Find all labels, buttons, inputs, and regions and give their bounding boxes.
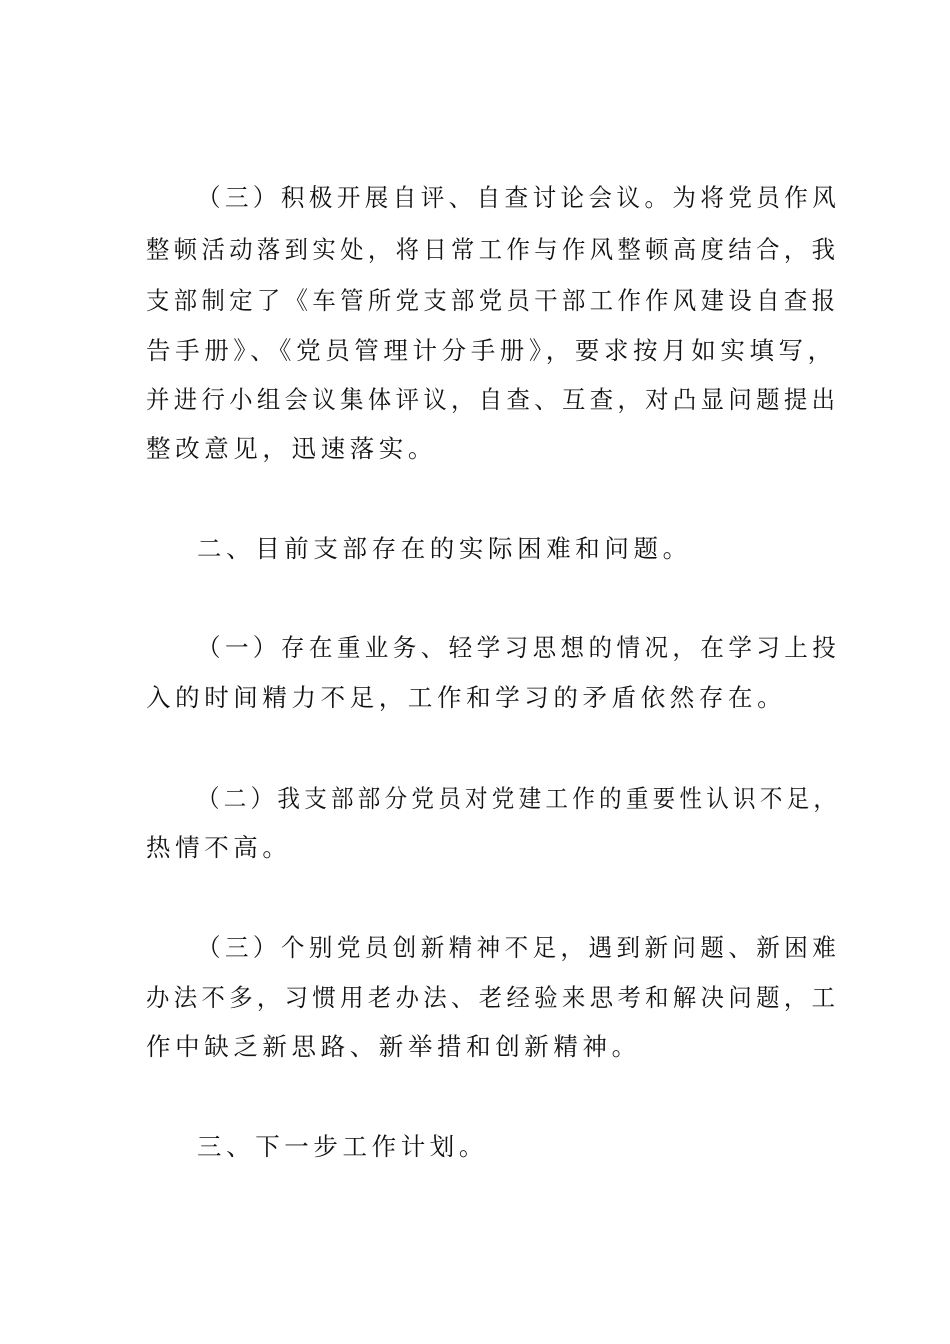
text-line: 整改意见，迅速落实。	[146, 434, 437, 463]
text-line: （三）积极开展自评、自查讨论会议。为将党员作风	[197, 183, 841, 212]
text-line: 入的时间精力不足，工作和学习的矛盾依然存在。	[146, 683, 787, 712]
text-line: 作中缺乏新思路、新举措和创新精神。	[146, 1032, 641, 1061]
text-line: 并进行小组会议集体评议，自查、互查，对凸显问题提出	[146, 385, 840, 414]
text-line: 告手册》、《党员管理计分手册》，要求按月如实填写，	[146, 336, 837, 365]
section-heading-next-plan: 三、下一步工作计划。	[197, 1132, 488, 1161]
text-line: （三）个别党员创新精神不足，遇到新问题、新困难	[197, 933, 841, 962]
text-line: 办法不多，习惯用老办法、老经验来思考和解决问题，工	[146, 983, 840, 1012]
text-line: 热情不高。	[146, 833, 292, 862]
text-line: （一）存在重业务、轻学习思想的情况，在学习上投	[197, 633, 841, 662]
text-line: 支部制定了《车管所党支部党员干部工作作风建设自查报	[146, 286, 840, 315]
text-line: 整顿活动落到实处，将日常工作与作风整顿高度结合，我	[146, 235, 840, 264]
section-heading-difficulties: 二、目前支部存在的实际困难和问题。	[197, 534, 692, 563]
text-line: （二）我支部部分党员对党建工作的重要性认识不足，	[197, 784, 841, 813]
